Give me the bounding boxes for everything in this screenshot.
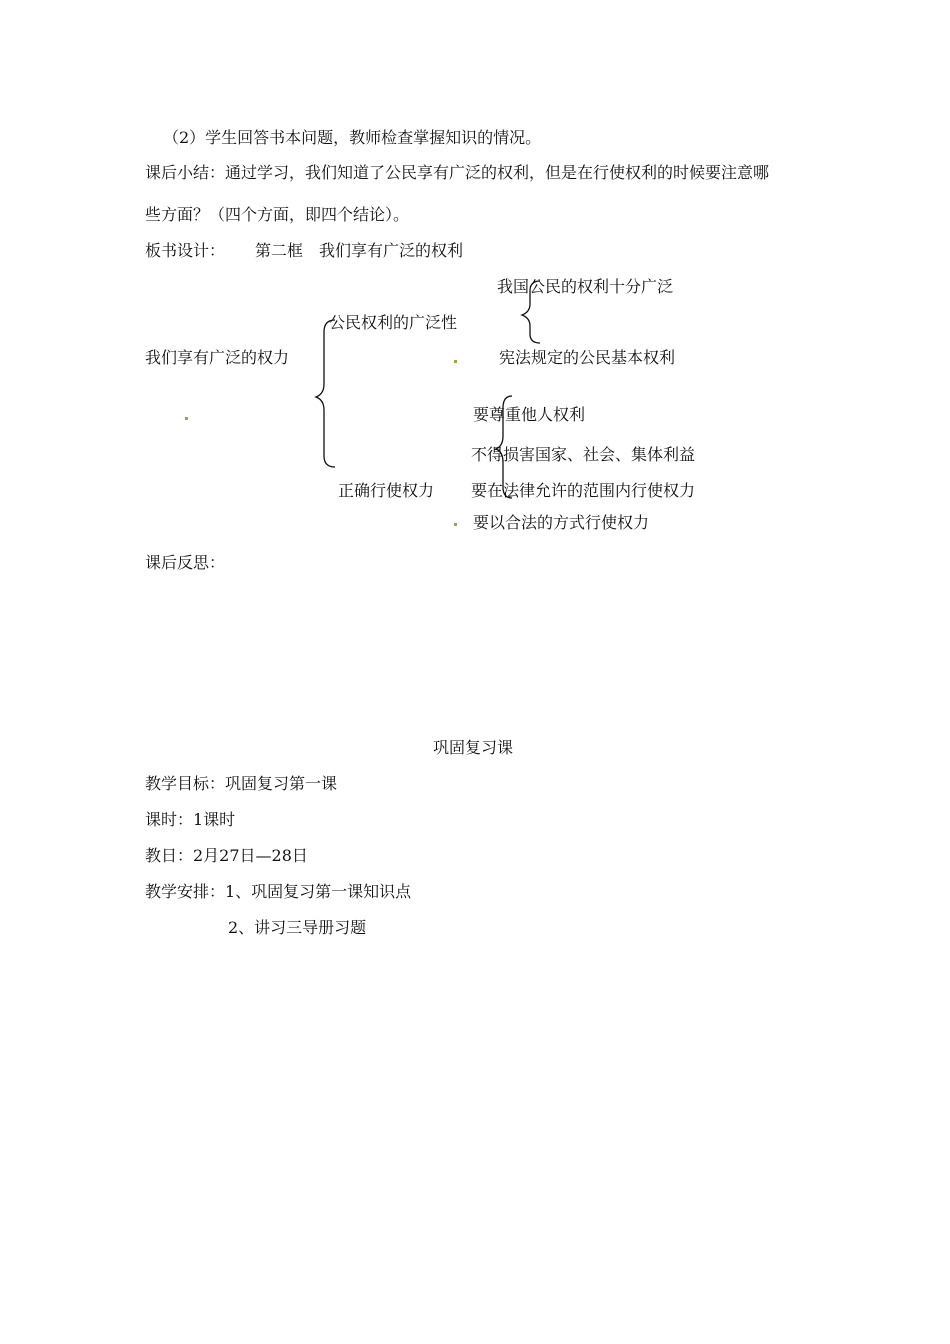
branch2-label: 正确行使权力 — [338, 481, 435, 500]
arrangement-line-2: 2、讲习三导册习题 — [228, 918, 367, 937]
decorative-dot — [185, 417, 188, 420]
main-brace — [316, 320, 335, 467]
class-hours: 课时：1课时 — [145, 810, 236, 829]
summary-line-2: 些方面？（四个方面，即四个结论）。 — [145, 205, 410, 224]
branch2-item-3: 要在法律允许的范围内行使权力 — [471, 481, 696, 500]
branch2-item-1: 要尊重他人权利 — [473, 405, 586, 424]
decorative-dot — [454, 360, 457, 363]
answer-line: （2）学生回答书本问题，教师检查掌握知识的情况。 — [163, 128, 542, 147]
branch1-item-2: 宪法规定的公民基本权利 — [499, 348, 676, 367]
branch2-item-2: 不得损害国家、社会、集体利益 — [471, 445, 696, 464]
summary-line-1: 课后小结：通过学习，我们知道了公民享有广泛的权利，但是在行使权利的时候要注意哪 — [145, 163, 770, 182]
branch1-item-1: 我国公民的权利十分广泛 — [497, 277, 674, 296]
teaching-date: 教日：2月27日—28日 — [145, 846, 308, 865]
decorative-dot — [454, 523, 457, 526]
section2-title: 巩固复习课 — [433, 738, 514, 757]
reflection-label: 课后反思： — [145, 553, 226, 572]
branch2-item-4: 要以合法的方式行使权力 — [473, 513, 650, 532]
teaching-goal: 教学目标：巩固复习第一课 — [145, 774, 338, 793]
board-design-title: 第二框 我们享有广泛的权利 — [255, 241, 464, 260]
branch1-label: 公民权利的广泛性 — [329, 313, 458, 332]
board-design-label: 板书设计： — [145, 241, 226, 260]
diagram-root: 我们享有广泛的权力 — [145, 348, 290, 367]
arrangement-line-1: 教学安排：1、巩固复习第一课知识点 — [145, 882, 412, 901]
